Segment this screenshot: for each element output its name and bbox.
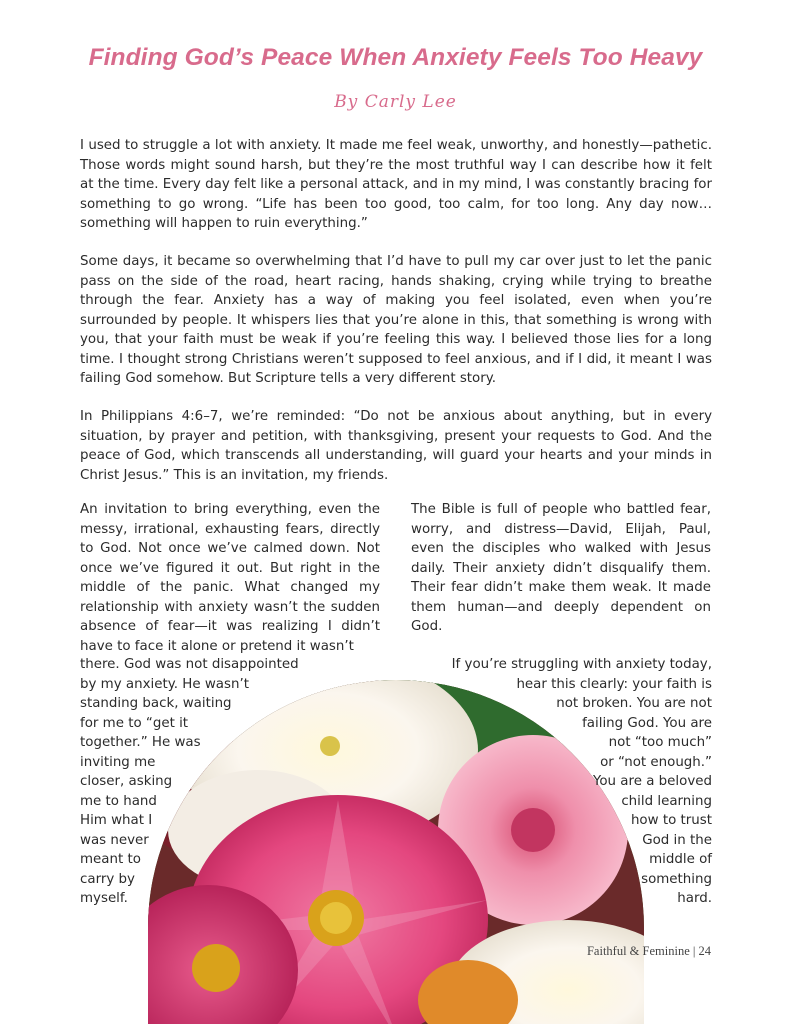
left-wrap-line: me to hand xyxy=(80,793,157,809)
left-wrap-line: for me to “get it xyxy=(80,715,189,731)
page-footer: Faithful & Feminine | 24 xyxy=(586,944,711,958)
article-title: Finding God’s Peace When Anxiety Feels Too Heavy xyxy=(88,44,703,71)
left-wrap-line: carry by xyxy=(80,871,135,887)
right-column-text: The Bible is full of people who battled fear, worry, and distress—David, Elijah, Paul, even the disciples who walked with Jesus daily. Their anxiety didn’t disqualify them. Their fear didn’t make them weak. It made them human—and deeply dependent on God. xyxy=(411,502,711,634)
left-wrap-line: meant to xyxy=(80,852,141,867)
right-wrap-line: If you’re struggling with anxiety today, xyxy=(451,657,712,672)
paragraph-3: In Philippians 4:6–7, we’re reminded: “Do not be anxious about anything, but in every situation, by prayer and petition, with thanksgiving, present your requests to God. And the peace of God, which transcends all understanding, will guard your hearts and your minds in Christ Jesus.” This is an invitation, my friends. xyxy=(80,409,712,483)
right-wrap-line: hear this clearly: your faith is xyxy=(516,676,712,692)
right-wrap-line: God in the xyxy=(642,832,712,848)
paragraph-1: I used to struggle a lot with anxiety. It made me feel weak, unworthy, and honestly—pathetic. Those words might sound harsh, but they’re the most truthful way I can describe how it felt at the time. Every day felt like a personal attack, and in my mind, I was constantly bracing for something to go wrong. “Life has been too good, too calm, for too long. Any day now… something will happen to ruin everything.” xyxy=(80,138,712,231)
right-wrap-line: You are a beloved xyxy=(592,774,712,789)
author-byline: By Carly Lee xyxy=(334,92,457,112)
left-wrap-line: closer, asking xyxy=(80,774,173,789)
right-wrap-line: not “too much” xyxy=(608,735,712,750)
right-wrap-line: something xyxy=(641,871,712,887)
left-wrap-line: there. God was not disappointed xyxy=(80,657,299,672)
right-wrap-line: or “not enough.” xyxy=(600,754,712,770)
left-wrap-line: myself. xyxy=(80,891,128,906)
left-wrap-line: Him what I xyxy=(80,813,153,828)
right-wrap-line: child learning xyxy=(621,793,712,809)
right-wrap-line: hard. xyxy=(677,891,712,906)
right-wrap-line: how to trust xyxy=(630,813,712,828)
left-column-text: An invitation to bring everything, even the messy, irrational, exhausting fears, directly to God. Not once we’ve calmed down. Not once we’ve figured it out. But right in the middle of the panic. What changed my relationship with anxiety wasn’t the sudden absence of fear—it was realizing I didn’t have to face it alone or pretend it wasn’t xyxy=(80,502,380,654)
right-wrap-line: not broken. You are not xyxy=(556,696,712,711)
paragraph-2: Some days, it became so overwhelming that I’d have to pull my car over just to let the panic pass on the side of the road, heart racing, hands shaking, crying while trying to breathe through the fear. Anxiety has a way of making you feel isolated, even when you’re surrounded by people. It whispers lies that you’re alone in this, that something is wrong with you, that your faith must be weak if you’re feeling this way. I believed those lies for a long time. I thought strong Christians weren’t supposed to feel anxious, and if I did, it meant I was failing God somehow. But Scripture tells a very different story. xyxy=(80,254,712,386)
flower-arch-image xyxy=(148,680,644,1024)
right-wrap-line: failing God. You are xyxy=(582,715,712,731)
right-wrap-line: middle of xyxy=(649,852,712,867)
left-wrap-line: by my anxiety. He wasn’t xyxy=(80,676,249,692)
left-wrap-line: was never xyxy=(80,832,149,848)
left-wrap-line: inviting me xyxy=(80,754,156,770)
left-wrap-line: standing back, waiting xyxy=(80,696,232,711)
left-wrap-line: together.” He was xyxy=(80,735,201,750)
